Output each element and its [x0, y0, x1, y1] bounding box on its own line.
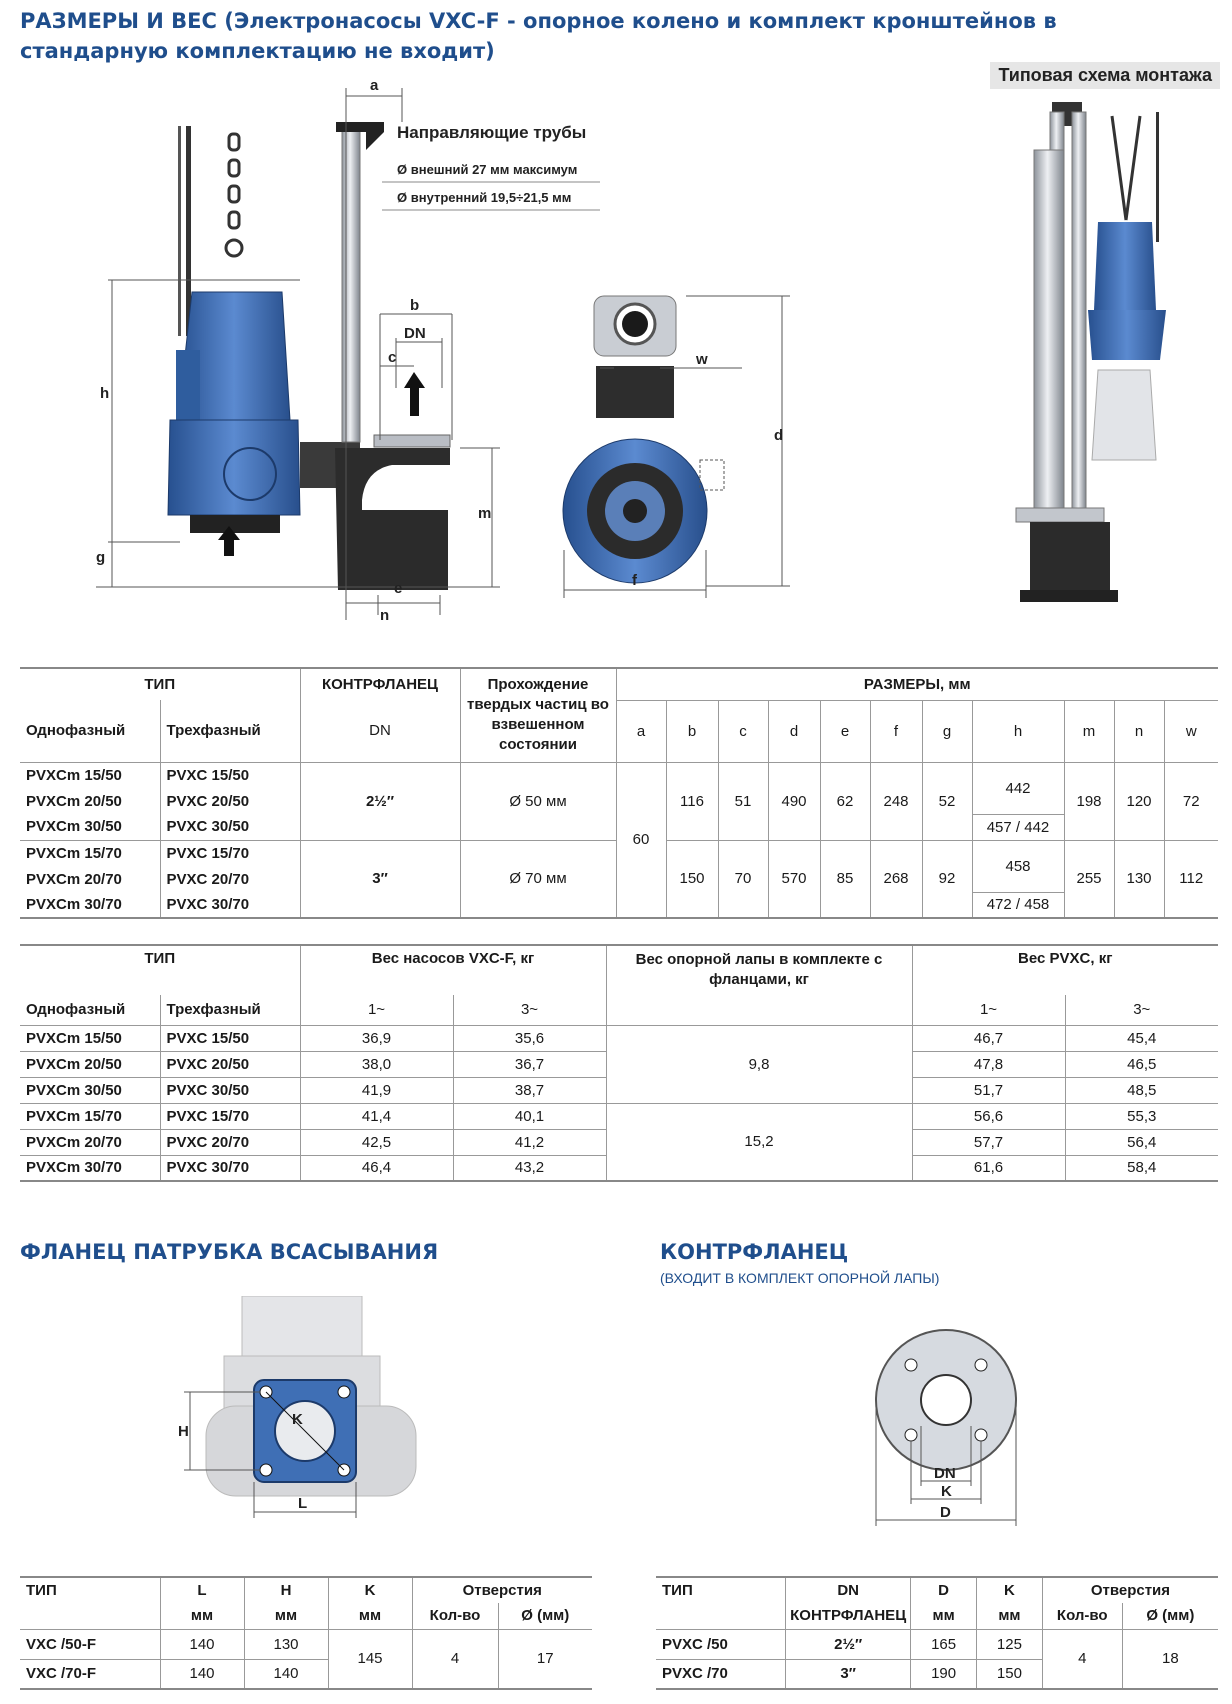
guide-tubes-label: Направляющие трубы [397, 123, 587, 142]
suction-flange-title: ФЛАНЕЦ ПАТРУБКА ВСАСЫВАНИЯ [20, 1240, 439, 1264]
dims-header-dn: DN [300, 700, 460, 762]
pump-weight-1ph: 46,4 [300, 1155, 453, 1181]
counter-flange-drawing [860, 1326, 1040, 1546]
counter-dia: 18 [1122, 1629, 1218, 1689]
model-single: PVXCm 30/50 [26, 1081, 122, 1099]
dim-b-label: b [410, 297, 420, 314]
dn-value: 3″ [300, 840, 460, 918]
suction-type: VXC /50-F [26, 1635, 97, 1653]
pvxc-weight-3ph: 56,4 [1065, 1129, 1218, 1155]
counter-header-dn: DN [786, 1577, 911, 1603]
weight-header-ph3: 3~ [453, 995, 606, 1025]
b-value: 116 [666, 762, 718, 840]
pump-weight-3ph: 38,7 [453, 1077, 606, 1103]
suction-l: 140 [160, 1659, 244, 1689]
h-value-alt: 457 / 442 [972, 814, 1064, 840]
model-single: PVXCm 20/50 [26, 792, 122, 810]
model-three: PVXC 20/50 [160, 788, 300, 814]
pump-weight-3ph: 41,2 [453, 1129, 606, 1155]
model-three: PVXC 30/70 [160, 1155, 300, 1181]
model-single: PVXCm 15/50 [26, 1029, 122, 1047]
d-value: 490 [768, 762, 820, 840]
suction-l: 140 [160, 1629, 244, 1659]
guide-tube-inner-note: Ø внутренний 19,5÷21,5 мм [397, 190, 572, 205]
counter-unit-d: мм [911, 1603, 977, 1629]
suction-flange-drawing [150, 1296, 450, 1536]
dims-col-h: h [972, 700, 1064, 762]
counter-dn: 2½″ [786, 1629, 911, 1659]
model-single: PVXCm 20/70 [26, 870, 122, 888]
suction-header-l: L [160, 1577, 244, 1603]
pump-weight-1ph: 41,9 [300, 1077, 453, 1103]
solid-value: Ø 50 мм [460, 762, 616, 840]
pump-weight-1ph: 36,9 [300, 1025, 453, 1051]
counter-header-holes: Отверстия [1042, 1577, 1218, 1603]
pump-weight-1ph: 38,0 [300, 1051, 453, 1077]
dim-c-label: c [388, 349, 397, 366]
pump-dimension-drawing [0, 70, 1232, 620]
table-row [20, 762, 1218, 788]
a-value: 60 [616, 762, 666, 918]
dim-n-label: n [380, 607, 390, 620]
model-three: PVXC 30/50 [160, 1077, 300, 1103]
model-three: PVXC 30/50 [160, 814, 300, 840]
suction-unit-h: мм [244, 1603, 328, 1629]
counter-d: 165 [911, 1629, 977, 1659]
w-value: 72 [1164, 762, 1218, 840]
dims-col-e: e [820, 700, 870, 762]
suction-type: VXC /70-F [26, 1665, 97, 1683]
model-single: PVXCm 30/70 [26, 1159, 122, 1177]
suction-header-dia: Ø (мм) [498, 1603, 592, 1629]
counter-dn: 3″ [786, 1659, 911, 1689]
dn-value: 2½″ [300, 762, 460, 840]
page-title: РАЗМЕРЫ И ВЕС (Электронасосы VXC-F - опорное колено и комплект кронштейнов в стандарную комплектацию не входит) [20, 9, 1057, 63]
dim-w-label: w [696, 351, 708, 368]
counter-k: 150 [977, 1659, 1043, 1689]
foot-weight: 9,8 [606, 1025, 912, 1103]
pump-weight-3ph: 40,1 [453, 1103, 606, 1129]
dim-dn-label: DN [404, 325, 426, 342]
weight-header-single: Однофазный [26, 1001, 126, 1019]
suction-dia: 17 [498, 1629, 592, 1689]
pvxc-weight-3ph: 58,4 [1065, 1155, 1218, 1181]
pvxc-weight-1ph: 51,7 [912, 1077, 1065, 1103]
model-three: PVXC 20/70 [160, 866, 300, 892]
table-row [656, 1629, 1218, 1659]
counter-unit-k: мм [977, 1603, 1043, 1629]
g-value: 52 [922, 762, 972, 840]
weight-header-foot: Вес опорной лапы в комплекте с фланцами, кг [606, 945, 912, 1025]
pvxc-weight-1ph: 57,7 [912, 1129, 1065, 1155]
dims-header-solid: Прохождение твердых частиц во взвешенном состоянии [460, 668, 616, 762]
suction-header-type: ТИП [26, 1582, 57, 1599]
counter-d: 190 [911, 1659, 977, 1689]
guide-tube-outer-note: Ø внешний 27 мм максимум [397, 162, 578, 177]
suction-header-k: K [328, 1577, 412, 1603]
weight-table [20, 944, 1218, 1182]
suction-flange-table [20, 1576, 592, 1690]
model-three: PVXC 15/70 [160, 840, 300, 866]
pvxc-weight-1ph: 61,6 [912, 1155, 1065, 1181]
model-three: PVXC 15/50 [160, 762, 300, 788]
counter-flange-table [656, 1576, 1218, 1690]
table-row [20, 1629, 592, 1659]
weight-header-three: Трехфазный [160, 995, 300, 1025]
dimensions-table [20, 667, 1218, 919]
counter-header-k: K [977, 1577, 1043, 1603]
d-value: 570 [768, 840, 820, 918]
dim-h-label: h [100, 385, 110, 402]
e-value: 62 [820, 762, 870, 840]
pump-weight-1ph: 42,5 [300, 1129, 453, 1155]
model-single: PVXCm 30/50 [26, 818, 122, 836]
pump-weight-1ph: 41,4 [300, 1103, 453, 1129]
e-value: 85 [820, 840, 870, 918]
counter-type: PVXC /70 [662, 1665, 728, 1683]
suction-header-qty: Кол-во [412, 1603, 498, 1629]
counter-header-d: D [911, 1577, 977, 1603]
dims-header-flange: КОНТРФЛАНЕЦ [300, 668, 460, 700]
foot-weight: 15,2 [606, 1103, 912, 1181]
model-single: PVXCm 15/70 [26, 844, 122, 862]
flange-h-label: H [178, 1423, 189, 1440]
f-value: 268 [870, 840, 922, 918]
suction-unit-l: мм [160, 1603, 244, 1629]
counter-flange-subtitle: (ВХОДИТ В КОМПЛЕКТ ОПОРНОЙ ЛАПЫ) [660, 1270, 940, 1286]
weight-header-ph1: 1~ [300, 995, 453, 1025]
suction-header-h: H [244, 1577, 328, 1603]
weight-header-pvxc: Вес PVXC, кг [912, 945, 1218, 995]
model-single: PVXCm 15/70 [26, 1107, 122, 1125]
dim-e-label: e [394, 580, 403, 597]
dim-m-label: m [478, 505, 492, 522]
pump-weight-3ph: 43,2 [453, 1155, 606, 1181]
n-value: 130 [1114, 840, 1164, 918]
model-three: PVXC 15/70 [160, 1103, 300, 1129]
dims-col-b: b [666, 700, 718, 762]
mount-scheme-label: Типовая схема монтажа [990, 62, 1220, 89]
counter-qty: 4 [1042, 1629, 1122, 1689]
counter-header-type: ТИП [662, 1582, 693, 1599]
m-value: 198 [1064, 762, 1114, 840]
pump-front-view [563, 296, 724, 583]
c-value: 70 [718, 840, 768, 918]
counter-dn-label: DN [934, 1465, 956, 1482]
dim-g-label: g [96, 549, 106, 566]
counter-d-label: D [940, 1504, 951, 1521]
h-value: 442 [972, 762, 1064, 814]
n-value: 120 [1114, 762, 1164, 840]
dim-f-label: f [632, 572, 637, 589]
m-value: 255 [1064, 840, 1114, 918]
lifting-chain [226, 134, 242, 256]
pvxc-header-ph3: 3~ [1065, 995, 1218, 1025]
dims-header-single: Однофазный [26, 722, 126, 740]
c-value: 51 [718, 762, 768, 840]
pvxc-weight-3ph: 45,4 [1065, 1025, 1218, 1051]
flange-k-label: K [292, 1411, 303, 1428]
counter-header-dia: Ø (мм) [1122, 1603, 1218, 1629]
model-single: PVXCm 20/50 [26, 1055, 122, 1073]
model-single: PVXCm 30/70 [26, 896, 122, 913]
mounting-scheme-illustration [1016, 102, 1166, 602]
pvxc-weight-3ph: 55,3 [1065, 1103, 1218, 1129]
dims-col-w: w [1164, 700, 1218, 762]
flange-l-label: L [298, 1495, 308, 1512]
pvxc-weight-1ph: 47,8 [912, 1051, 1065, 1077]
weight-header-type: ТИП [144, 950, 176, 967]
dim-a-label: a [370, 77, 379, 94]
counter-k-label: K [941, 1483, 952, 1500]
g-value: 92 [922, 840, 972, 918]
model-three: PVXC 15/50 [160, 1025, 300, 1051]
counter-type: PVXC /50 [662, 1635, 728, 1653]
table-row [20, 1025, 1218, 1051]
pvxc-weight-1ph: 46,7 [912, 1025, 1065, 1051]
suction-unit-k: мм [328, 1603, 412, 1629]
dims-col-m: m [1064, 700, 1114, 762]
f-value: 248 [870, 762, 922, 840]
model-three: PVXC 20/70 [160, 1129, 300, 1155]
counter-k: 125 [977, 1629, 1043, 1659]
dims-col-n: n [1114, 700, 1164, 762]
suction-k: 145 [328, 1629, 412, 1689]
solid-value: Ø 70 мм [460, 840, 616, 918]
suction-header-holes: Отверстия [412, 1577, 592, 1603]
suction-qty: 4 [412, 1629, 498, 1689]
dims-header-type: ТИП [144, 676, 176, 693]
weight-header-pump: Вес насосов VXC-F, кг [300, 945, 606, 995]
dims-col-g: g [922, 700, 972, 762]
pvxc-weight-3ph: 48,5 [1065, 1077, 1218, 1103]
suction-h: 130 [244, 1629, 328, 1659]
counter-header-dn2: КОНТРФЛАНЕЦ [786, 1603, 911, 1629]
dims-col-f: f [870, 700, 922, 762]
dims-col-c: c [718, 700, 768, 762]
counter-header-qty: Кол-во [1042, 1603, 1122, 1629]
dims-col-a: a [616, 700, 666, 762]
pvxc-header-ph1: 1~ [912, 995, 1065, 1025]
suction-h: 140 [244, 1659, 328, 1689]
pvxc-weight-1ph: 56,6 [912, 1103, 1065, 1129]
table-row [20, 1103, 1218, 1129]
model-single: PVXCm 15/50 [26, 766, 122, 784]
b-value: 150 [666, 840, 718, 918]
model-three: PVXC 20/50 [160, 1051, 300, 1077]
model-single: PVXCm 20/70 [26, 1133, 122, 1151]
counter-flange-title: КОНТРФЛАНЕЦ [660, 1240, 849, 1264]
pump-weight-3ph: 35,6 [453, 1025, 606, 1051]
pump-weight-3ph: 36,7 [453, 1051, 606, 1077]
h-value-alt: 472 / 458 [972, 892, 1064, 918]
model-three: PVXC 30/70 [160, 892, 300, 918]
w-value: 112 [1164, 840, 1218, 918]
dim-d-label: d [774, 427, 784, 444]
dims-header-sizes: РАЗМЕРЫ, мм [616, 668, 1218, 700]
dims-col-d: d [768, 700, 820, 762]
pvxc-weight-3ph: 46,5 [1065, 1051, 1218, 1077]
h-value: 458 [972, 840, 1064, 892]
dims-header-three: Трехфазный [160, 700, 300, 762]
